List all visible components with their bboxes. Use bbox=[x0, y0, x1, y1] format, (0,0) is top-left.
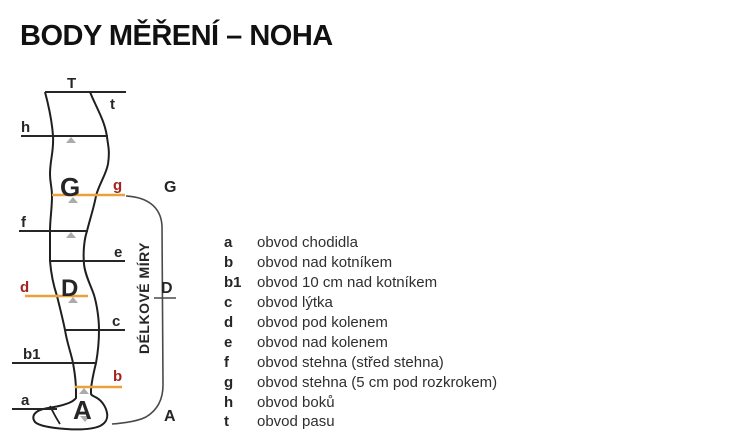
legend-text: obvod lýtka bbox=[257, 294, 333, 312]
label-D-big: D bbox=[61, 275, 79, 302]
leg-measurement-diagram bbox=[0, 0, 200, 441]
legend-text: obvod stehna (5 cm pod rozkrokem) bbox=[257, 373, 498, 391]
legend-letter: t bbox=[224, 413, 229, 431]
page-title: BODY MĚŘENÍ – NOHA bbox=[20, 20, 333, 52]
legend-text: obvod 10 cm nad kotníkem bbox=[257, 274, 438, 292]
label-e: e bbox=[114, 244, 123, 261]
label-a: a bbox=[21, 392, 30, 409]
legend-letter: g bbox=[224, 373, 234, 391]
bracket-label-A: A bbox=[164, 408, 176, 425]
legend-row-h bbox=[224, 392, 554, 412]
legend-row-e bbox=[224, 332, 554, 352]
legend-text: obvod boků bbox=[257, 393, 335, 411]
legend-row-f bbox=[224, 352, 554, 372]
marker-triangle-h bbox=[66, 137, 76, 143]
label-T: T bbox=[67, 75, 77, 92]
legend-text: obvod stehna (střed stehna) bbox=[257, 353, 444, 371]
label-A-big: A bbox=[73, 395, 92, 425]
legend-letter: f bbox=[224, 353, 229, 371]
legend-row-a bbox=[224, 233, 554, 253]
legend-text: obvod nad kolenem bbox=[257, 333, 388, 351]
legend-letter: b1 bbox=[224, 274, 242, 292]
label-G-big: G bbox=[60, 172, 81, 202]
label-b-red: b bbox=[113, 368, 123, 385]
legend-row-d bbox=[224, 313, 554, 333]
label-c: c bbox=[112, 313, 121, 330]
bracket-label-G: G bbox=[164, 179, 177, 196]
label-d-red: d bbox=[20, 279, 30, 296]
legend-row-b bbox=[224, 253, 554, 273]
legend-letter: h bbox=[224, 393, 234, 411]
legend-row-g bbox=[224, 372, 554, 392]
legend-text: obvod pasu bbox=[257, 413, 335, 431]
legend-letter: b bbox=[224, 254, 234, 272]
legend-letter: c bbox=[224, 294, 233, 312]
legend bbox=[224, 233, 554, 432]
legend-row-c bbox=[224, 293, 554, 313]
legend-text: obvod chodidla bbox=[257, 234, 358, 252]
legend-letter: e bbox=[224, 333, 233, 351]
legend-letter: a bbox=[224, 234, 233, 252]
legend-text: obvod nad kotníkem bbox=[257, 254, 393, 272]
legend-row-b1 bbox=[224, 273, 554, 293]
legend-row-t bbox=[224, 412, 554, 432]
marker-triangle-f bbox=[66, 232, 76, 238]
label-b1: b1 bbox=[23, 346, 41, 363]
length-measures-vertical-label: DÉLKOVÉ MÍRY bbox=[136, 241, 152, 355]
label-h: h bbox=[21, 119, 31, 136]
bracket-label-D: D bbox=[161, 280, 173, 297]
label-t: t bbox=[110, 96, 115, 113]
marker-triangle-b bbox=[79, 388, 89, 394]
label-g-red: g bbox=[113, 177, 123, 194]
label-f: f bbox=[21, 214, 26, 231]
legend-text: obvod pod kolenem bbox=[257, 314, 388, 331]
legend-letter: d bbox=[224, 314, 234, 331]
